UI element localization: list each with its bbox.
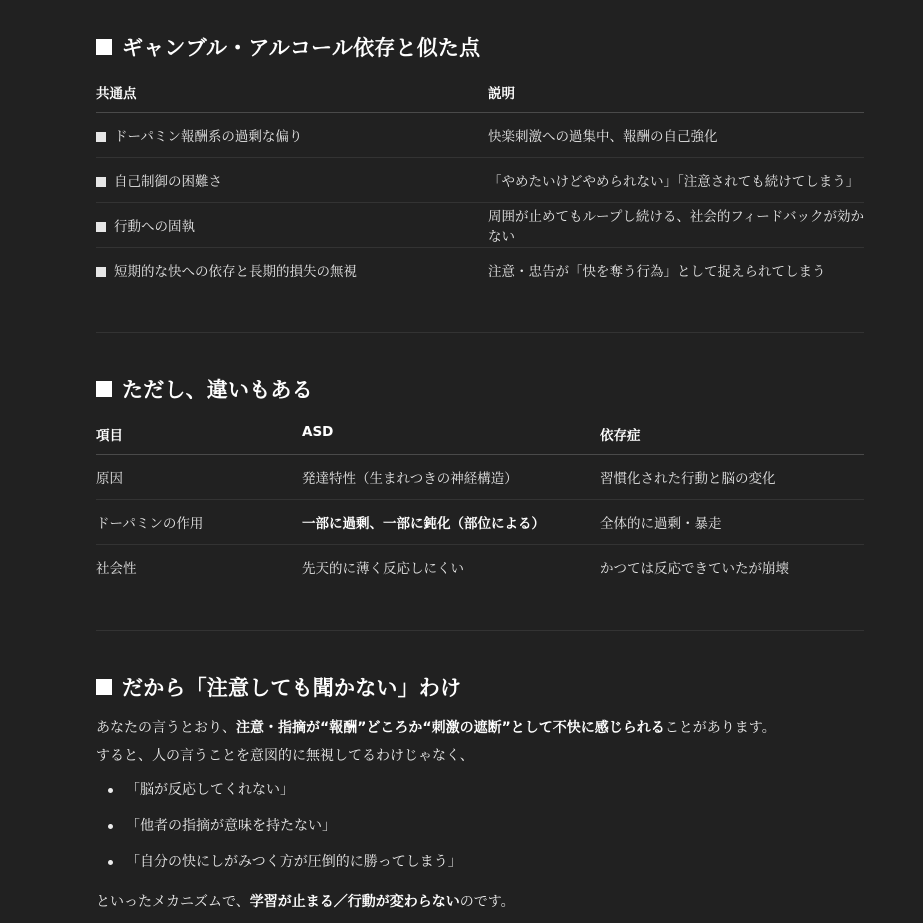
table-cell: 「やめたいけどやめられない」「注意されても続けてしまう」 (488, 158, 864, 203)
table-cell: 快楽刺激への過集中、報酬の自己強化 (488, 113, 864, 158)
square-bullet-icon (96, 39, 112, 55)
table-row (96, 500, 864, 545)
table-cell: 注意・忠告が「快を奪う行為」として捉えられてしまう (488, 264, 826, 280)
paragraph: あなたの言うとおり、注意・指摘が“報酬”どころか“刺激の遮断”として不快に感じられることがあります。 (96, 720, 776, 736)
column-header: 共通点 (96, 82, 488, 113)
column-header: ASD (302, 424, 600, 455)
column-header: 項目 (96, 424, 302, 455)
table-cell: 習慣化された行動と脳の変化 (600, 455, 864, 500)
square-bullet-icon (96, 222, 106, 232)
section-heading-similarities: ギャンブル・アルコール依存と似た点 (96, 32, 480, 62)
square-bullet-icon (96, 267, 106, 277)
table-cell: 自己制御の困難さ (96, 158, 488, 203)
table-cell: 行動への固執 (96, 203, 488, 248)
table-cell: 発達特性（生まれつきの神経構造） (302, 455, 600, 500)
section-heading-why: だから「注意しても聞かない」わけ (96, 672, 461, 702)
bullet-list (96, 772, 462, 880)
table-cell: かつては反応できていたが崩壊 (600, 561, 789, 577)
table-header-row (96, 82, 864, 113)
similarities-table (96, 82, 864, 292)
table-row (96, 203, 864, 248)
table-cell: ドーパミンの作用 (96, 500, 302, 545)
table-cell: 先天的に薄く反応しにくい (302, 561, 464, 577)
table-cell: 全体的に過剰・暴走 (600, 500, 864, 545)
paragraph: すると、人の言うことを意図的に無視してるわけじゃなく、 (96, 748, 474, 764)
list-item: 「他者の指摘が意味を持たない」 (126, 808, 462, 844)
table-cell: 原因 (96, 455, 302, 500)
square-bullet-icon (96, 679, 112, 695)
column-header: 依存症 (600, 424, 864, 455)
table-cell: 一部に過剰、一部に鈍化（部位による） (302, 500, 600, 545)
paragraph: といったメカニズムで、学習が止まる／行動が変わらないのです。 (96, 894, 515, 910)
table-cell: 社会性 (96, 561, 137, 577)
section-heading-differences: ただし、違いもある (96, 374, 313, 404)
list-item: 「自分の快にしがみつく方が圧倒的に勝ってしまう」 (126, 844, 462, 880)
square-bullet-icon (96, 132, 106, 142)
section-divider (96, 332, 864, 333)
table-cell: 周囲が止めてもループし続ける、社会的フィードバックが効かない (488, 203, 864, 248)
table-row (96, 158, 864, 203)
table-row (96, 545, 864, 590)
table-header-row (96, 424, 864, 455)
differences-table (96, 424, 864, 589)
table-cell: ドーパミン報酬系の過剰な偏り (96, 113, 488, 158)
square-bullet-icon (96, 177, 106, 187)
table-cell: 短期的な快への依存と長期的損失の無視 (96, 248, 488, 293)
square-bullet-icon (96, 381, 112, 397)
list-item: 「脳が反応してくれない」 (126, 772, 462, 808)
table-row (96, 113, 864, 158)
table-row (96, 455, 864, 500)
section-divider (96, 630, 864, 631)
table-row (96, 248, 864, 293)
column-header: 説明 (488, 82, 864, 113)
